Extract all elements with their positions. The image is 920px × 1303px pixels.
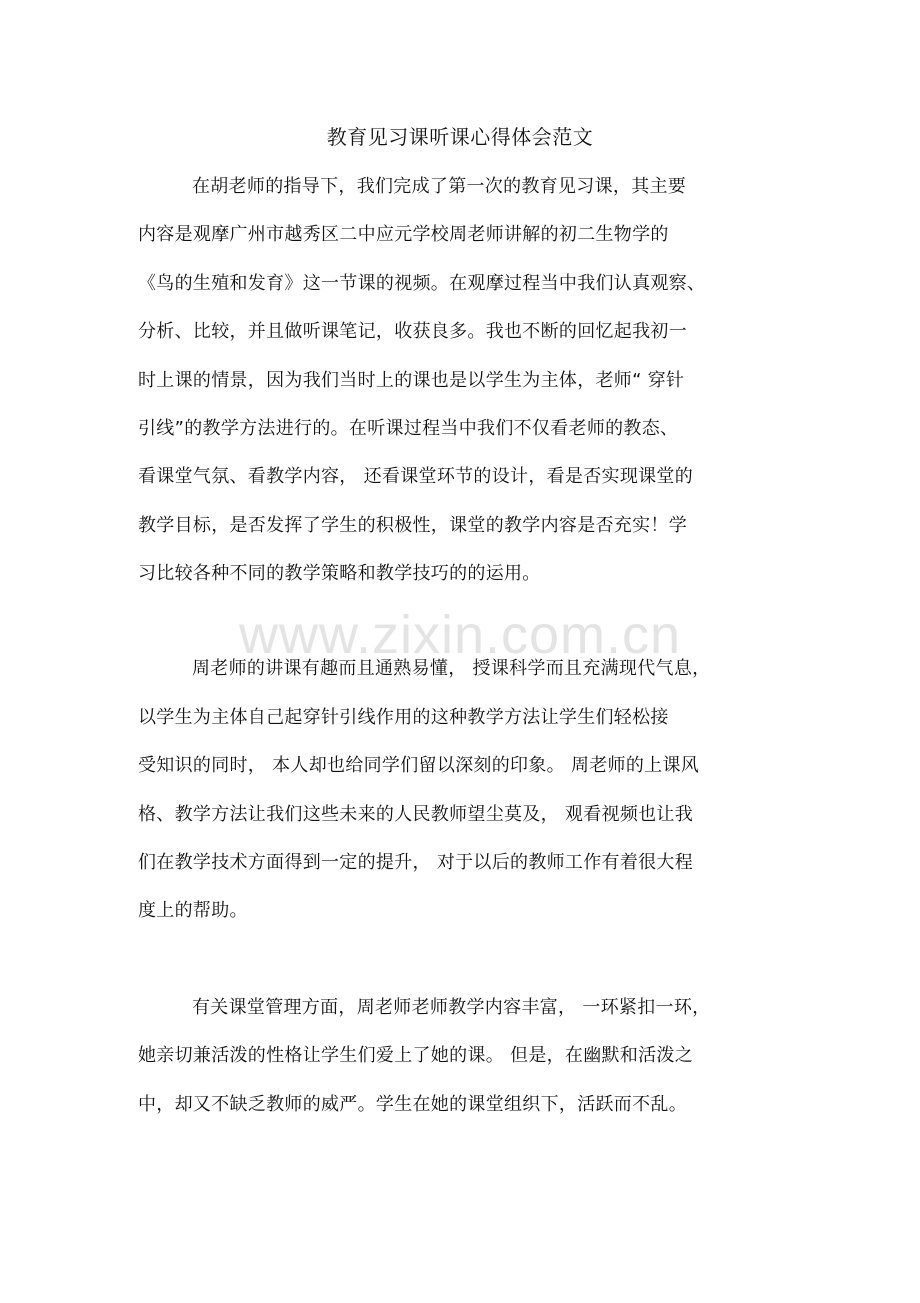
- paragraph-2-line-4: 格、教学方法让我们这些未来的人民教师望尘莫及， 观看视频也让我: [138, 804, 694, 825]
- paragraph-1-line-9: 习比较各种不同的教学策略和教学技巧的的运用。: [138, 563, 541, 584]
- paragraph-2-line-5: 们在教学技术方面得到一定的提升， 对于以后的教师工作有着很大程: [138, 852, 694, 873]
- paragraph-1-line-2: 内容是观摩广州市越秀区二中应元学校周老师讲解的初二生物学的: [138, 224, 669, 245]
- paragraph-2-line-2: 以学生为主体自己起穿针引线作用的这种教学方法让学生们轻松接: [138, 707, 669, 728]
- paragraph-1-line-6: 引线”的教学方法进行的。在听课过程当中我们不仅看老师的教态、: [138, 418, 679, 439]
- paragraph-2-line-1: 周老师的讲课有趣而且通熟易懂， 授课科学而且充满现代气息，: [192, 658, 711, 679]
- paragraph-3-line-1: 有关课堂管理方面，周老师老师教学内容丰富， 一环紧扣一环，: [192, 997, 711, 1018]
- paragraph-1-line-7: 看课堂气氛、看教学内容， 还看课堂环节的设计，看是否实现课堂的: [138, 466, 694, 487]
- watermark: www.zixin.com.cn: [238, 605, 682, 665]
- paragraph-1-line-8: 教学目标，是否发挥了学生的积极性，课堂的教学内容是否充实！学: [138, 515, 687, 536]
- paragraph-1-line-1: 在胡老师的指导下，我们完成了第一次的教育见习课，其主要: [192, 176, 687, 197]
- document-title: 教育见习课听课心得体会范文: [326, 125, 594, 149]
- paragraph-3-line-3: 中，却又不缺乏教师的威严。学生在她的课堂组织下，活跃而不乱。: [138, 1094, 687, 1115]
- paragraph-3-line-2: 她亲切兼活泼的性格让学生们爱上了她的课。 但是，在幽默和活泼之: [138, 1045, 694, 1066]
- paragraph-1-line-5: 时上课的情景，因为我们当时上的课也是以学生为主体，老师“ 穿针: [138, 370, 685, 391]
- paragraph-2-line-3: 受知识的同时， 本人却也给同学们留以深刻的印象。 周老师的上课风: [138, 755, 700, 776]
- paragraph-1-line-4: 分析、比较，并且做听课笔记，收获良多。我也不断的回忆起我初一: [138, 321, 687, 342]
- paragraph-1-line-3: 《鸟的生殖和发育》这一节课的视频。在观摩过程当中我们认真观察、: [138, 273, 706, 294]
- paragraph-2-line-6: 度上的帮助。: [138, 900, 248, 921]
